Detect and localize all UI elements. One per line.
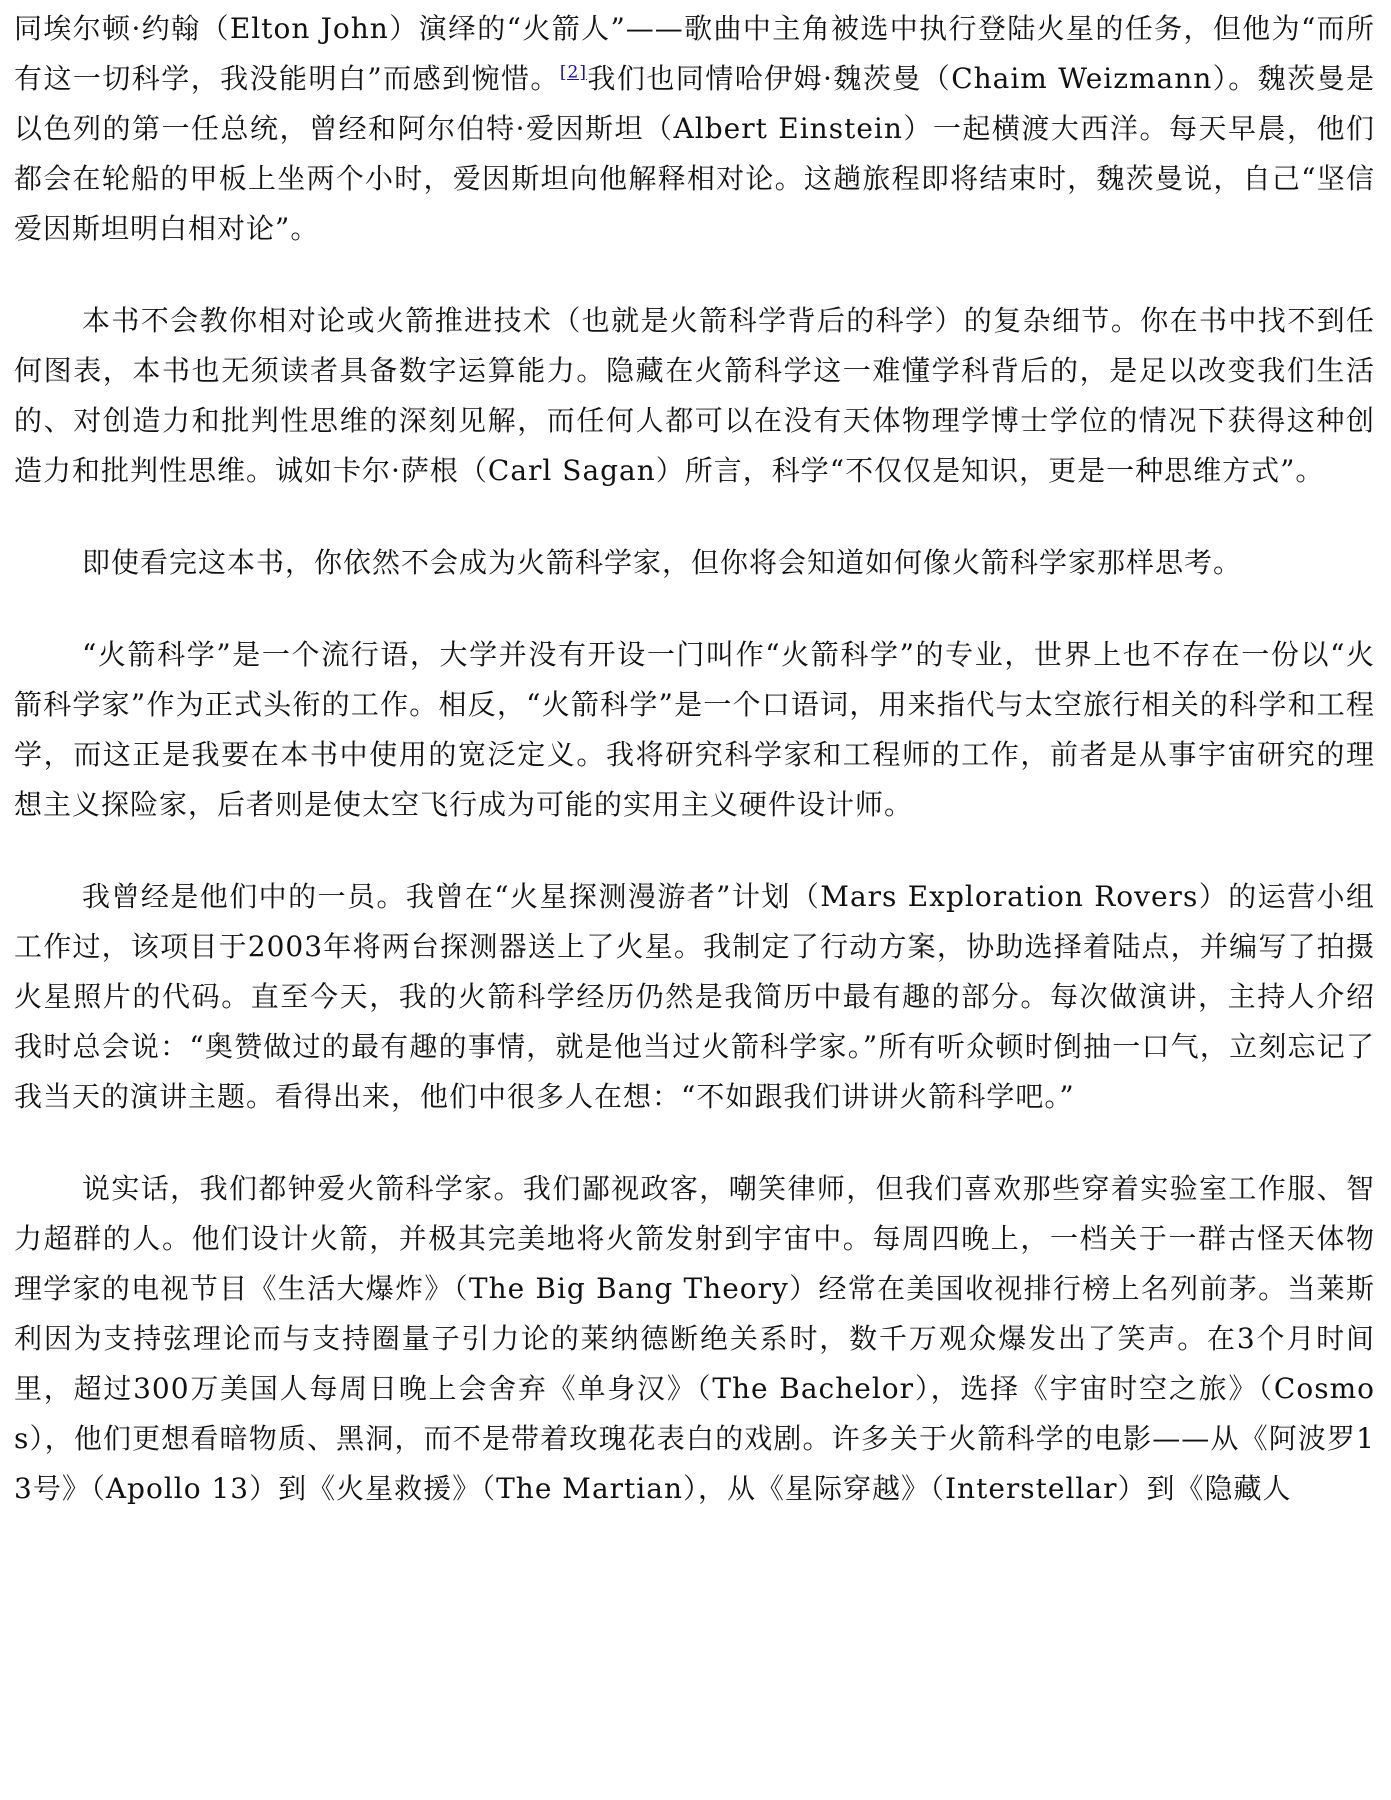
paragraph-3: 即使看完这本书，你依然不会成为火箭科学家，但你将会知道如何像火箭科学家那样思考。 [82,546,1243,579]
paragraph-1-text-a: 同埃尔顿·约翰（Elton John）演绎的“火箭人”——歌曲中主角被选中执行登陆火星的任务，但他为“而所有这一切科学，我没能明白”而感到惋惜。 [14,12,1375,95]
footnote-ref-link[interactable]: [2] [559,62,587,83]
paragraph-1 [14,4,1375,254]
paragraph-4: “火箭科学”是一个流行语，大学并没有开设一门叫作“火箭科学”的专业，世界上也不存在一份以“火箭科学家”作为正式头衔的工作。相反，“火箭科学”是一个口语词，用来指代与太空旅行相关的科学和工程学，而这正是我要在本书中使用的宽泛定义。我将研究科学家和工程师的工作，前者是从事宇宙研究的理想主义探险家，后者则是使太空飞行成为可能的实用主义硬件设计师。 [14,638,1375,821]
paragraph-2: 本书不会教你相对论或火箭推进技术（也就是火箭科学背后的科学）的复杂细节。你在书中找不到任何图表，本书也无须读者具备数字运算能力。隐藏在火箭科学这一难懂学科背后的，是足以改变我们生活的、对创造力和批判性思维的深刻见解，而任何人都可以在没有天体物理学博士学位的情况下获得这种创造力和批判性思维。诚如卡尔·萨根（Carl Sagan）所言，科学“不仅仅是知识，更是一种思维方式”。 [14,304,1375,487]
paragraph-1-text-b: 我们也同情哈伊姆·魏茨曼（Chaim Weizmann）。魏茨曼是以色列的第一任总统，曾经和阿尔伯特·爱因斯坦（Albert Einstein）一起横渡大西洋。每天早晨，他们都会在轮船的甲板上坐两个小时，爱因斯坦向他解释相对论。这趟旅程即将结束时，魏茨曼说，自己“坚信爱因斯坦明白相对论”。 [14,62,1375,245]
paragraph-5: 我曾经是他们中的一员。我曾在“火星探测漫游者”计划（Mars Exploration Rovers）的运营小组工作过，该项目于2003年将两台探测器送上了火星。我制定了行动方案，协助选择着陆点，并编写了拍摄火星照片的代码。直至今天，我的火箭科学经历仍然是我简历中最有趣的部分。每次做演讲，主持人介绍我时总会说：“奥赞做过的最有趣的事情，就是他当过火箭科学家。”所有听众顿时倒抽一口气，立刻忘记了我当天的演讲主题。看得出来，他们中很多人在想：“不如跟我们讲讲火箭科学吧。” [14,880,1375,1113]
paragraph-6: 说实话，我们都钟爱火箭科学家。我们鄙视政客，嘲笑律师，但我们喜欢那些穿着实验室工作服、智力超群的人。他们设计火箭，并极其完美地将火箭发射到宇宙中。每周四晚上，一档关于一群古怪天体物理学家的电视节目《生活大爆炸》（The Big Bang Theory）经常在美国收视排行榜上名列前茅。当莱斯利因为支持弦理论而与支持圈量子引力论的莱纳德断绝关系时，数千万观众爆发出了笑声。在3个月时间里，超过300万美国人每周日晚上会舍弃《单身汉》（The Bachelor），选择《宇宙时空之旅》（Cosmos），他们更想看暗物质、黑洞，而不是带着玫瑰花表白的戏剧。许多关于火箭科学的电影——从《阿波罗13号》（Apollo 13）到《火星救援》（The Martian），从《星际穿越》（Interstellar）到《隐藏人 [14,1172,1375,1505]
